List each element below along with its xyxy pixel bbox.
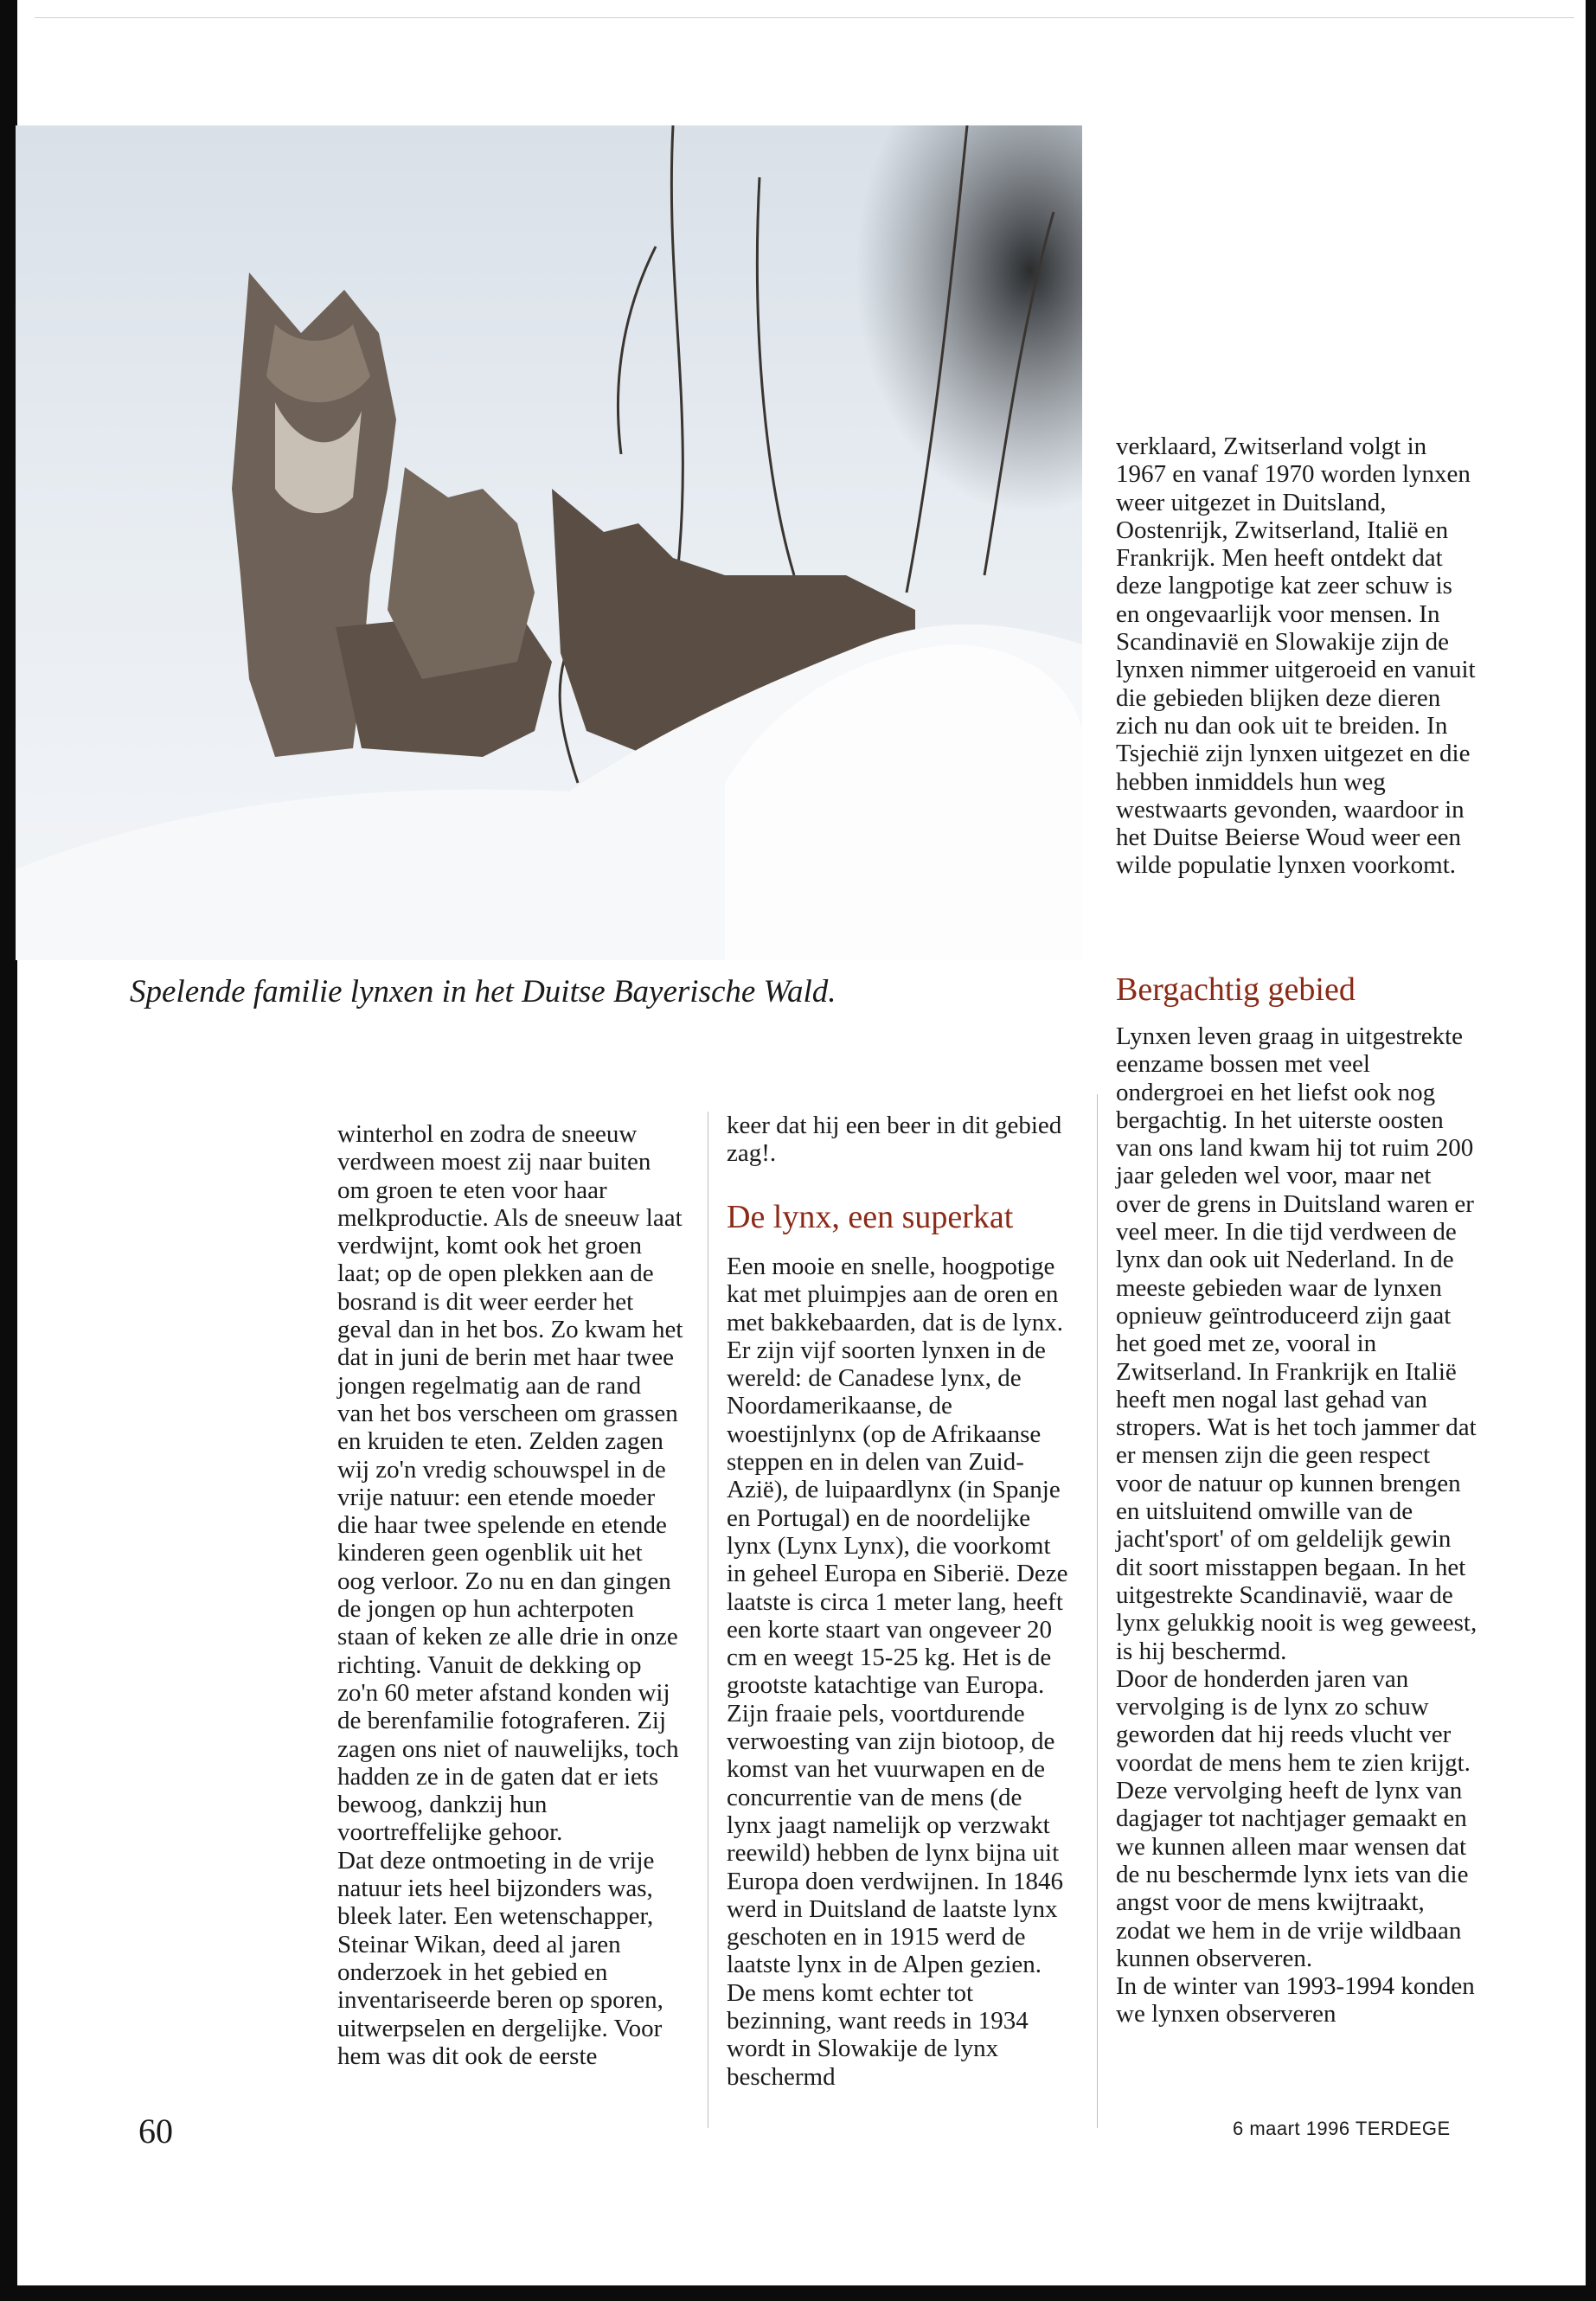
scan-edge-left: [0, 0, 17, 2301]
article-column-3: [1116, 1022, 1479, 2029]
paragraph: verklaard, Zwitserland volgt in 1967 en vanaf 1970 worden lynxen weer uitgezet in Duitsland, Oostenrijk, Zwitserland, Italië en Frankrijk. Men heeft ontdekt dat deze langpotige kat zeer schuw is en ongevaarlijk voor mensen. In Scandinavië en Slowakije zijn de lynxen nimmer uitgeroeid en vanuit die gebieden blijken deze dieren zich nu dan ook uit te breiden. In Tsjechië zijn lynxen uitgezet en die hebben inmiddels hun weg westwaarts gevonden, waardoor in het Duitse Beierse Woud weer een wilde populatie lynxen voorkomt.: [1116, 433, 1476, 880]
lynx-family-photo: [16, 125, 1082, 960]
page-number: 60: [138, 2112, 173, 2150]
article-column-2-body: [727, 1253, 1073, 2091]
paragraph: keer dat hij een beer in dit gebied zag!.: [727, 1112, 1062, 1168]
article-column-1: [337, 1120, 683, 2070]
paragraph: De mens komt echter tot bezinning, want reeds in 1934 wordt in Slowakije de lynx beschermd: [727, 1978, 1029, 2091]
paragraph: Door de honderden jaren van vervolging is de lynx zo schuw geworden dat hij reeds vlucht ver voordat de mens hem te zien krijgt. Deze vervolging heeft de lynx van dagjager tot nachtjager gemaakt en we kunnen alleen maar wensen dat de nu beschermde lynx iets van die angst voor de mens kwijtraakt, zodat we hem in de vrije wildbaan kunnen observeren.: [1116, 1664, 1471, 1972]
paragraph: Lynxen leven graag in uitgestrekte eenzame bossen met veel ondergroei en het liefst ook nog bergachtig. In het uiterste oosten van ons land kwam hij tot ruim 200 jaar geleden wel voor, maar net over de grens in Duitsland waren er veel meer. In die tijd verdween de lynx dan ook uit Nederland. In de meeste gebieden waar de lynxen opnieuw geïntroduceerd zijn gaat het goed met ze, vooral in Zwitserland. In Frankrijk en Italië heeft men nogal last gehad van stropers. Wat is het toch jammer dat er mensen zijn die geen respect voor de natuur op kunnen brengen en uitsluitend omwille van de jacht'sport' of om geldelijk gewin dit soort misstappen begaan. In het uitgestrekte Scandinavië, waar de lynx gelukkig nooit is weg geweest, is hij beschermd.: [1116, 1022, 1477, 1665]
scan-edge-right: [1586, 0, 1596, 2301]
section-heading-superkat: De lynx, een superkat: [727, 1199, 1014, 1235]
paragraph: Dat deze ontmoeting in de vrije natuur iets heel bijzonders was, bleek later. Een wetenschapper, Steinar Wikan, deed al jaren onderzoek in het gebied en inventariseerde beren op sporen, uitwerpselen en dergelijke. Voor hem was dit ook de eerste: [337, 1846, 663, 2070]
paragraph: In de winter van 1993-1994 konden we lynxen observeren: [1116, 1972, 1475, 2029]
article-column-2: [727, 1112, 1073, 1168]
column-divider: [1097, 1094, 1098, 2128]
issue-footer: 6 maart 1996 TERDEGE: [1233, 2118, 1451, 2139]
scan-edge-bottom: [0, 2285, 1596, 2301]
paragraph: winterhol en zodra de sneeuw verdween moest zij naar buiten om groen te eten voor haar melkproductie. Als de sneeuw laat verdwijnt, komt ook het groen laat; op de open plekken aan de bosrand is dit weer eerder het geval dan in het bos. Zo kwam het dat in juni de berin met haar twee jongen regelmatig aan de rand van het bos verscheen om grassen en kruiden te eten. Zelden zagen wij zo'n vredig schouwspel in de vrije natuur: een etende moeder die haar twee spelende en etende kinderen geen ogenblik uit het oog verloor. Zo nu en dan gingen de jongen op hun achterpoten staan of keken ze alle drie in onze richting. Vanuit de dekking op zo'n 60 meter afstand konden wij de berenfamilie fotograferen. Zij zagen ons niet of nauwelijks, toch hadden ze in de gaten dat er iets bewoog, dankzij hun voortreffelijke gehoor.: [337, 1120, 683, 1847]
article-column-right-top: [1116, 433, 1479, 880]
paragraph: Een mooie en snelle, hoogpotige kat met pluimpjes aan de oren en met bakkebaarden, dat is de lynx. Er zijn vijf soorten lynxen in de wereld: de Canadese lynx, de Noordamerikaanse, de woestijnlynx (op de Afrikaanse steppen en in delen van Zuid-Azië), de luipaardlynx (in Spanje en Portugal) en de noordelijke lynx (Lynx Lynx), die voorkomt in geheel Europa en Siberië. Deze laatste is circa 1 meter lang, heeft een korte staart van ongeveer 20 cm en weegt 15-25 kg. Het is de grootste katachtige van Europa. Zijn fraaie pels, voortdurende verwoesting van zijn biotoop, de komst van het vuurwapen en de concurrentie van de mens (de lynx jaagt namelijk op verzwakt reewild) hebben de lynx bijna uit Europa doen verdwijnen. In 1846 werd in Duitsland de laatste lynx geschoten en in 1915 werd de laatste lynx in de Alpen gezien.: [727, 1253, 1068, 1979]
top-rule: [35, 17, 1574, 18]
section-heading-bergachtig: Bergachtig gebied: [1116, 971, 1356, 1008]
photo-caption: Spelende familie lynxen in het Duitse Bayerische Wald.: [130, 974, 836, 1009]
